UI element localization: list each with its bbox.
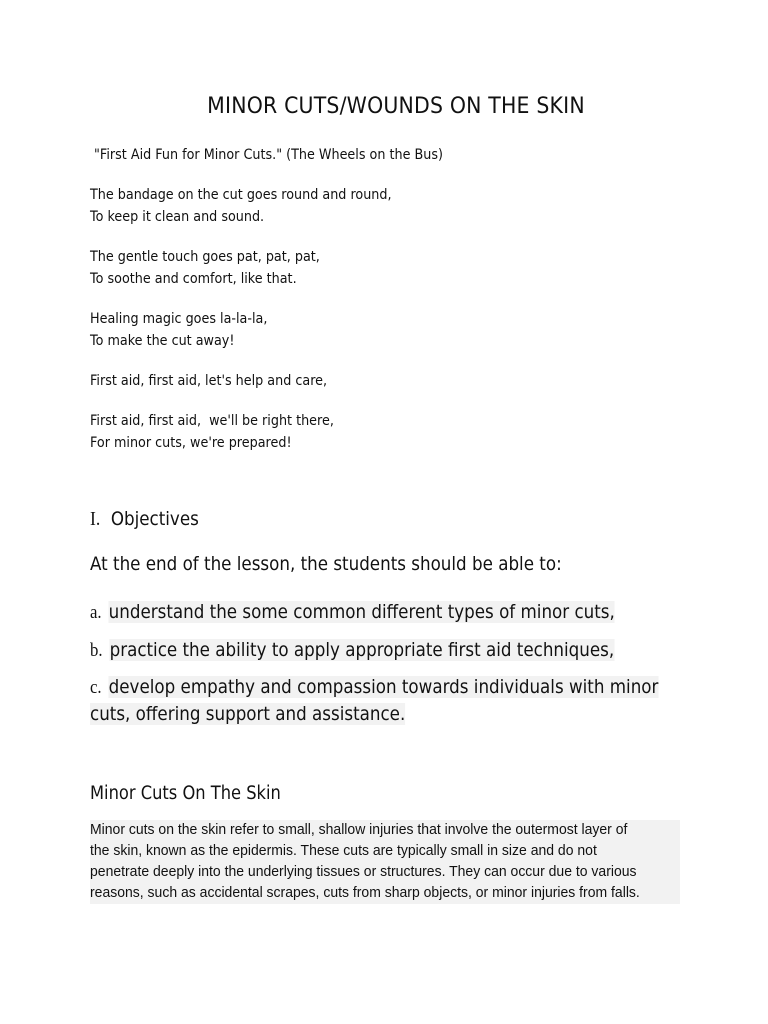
song-line: The gentle touch goes pat, pat, pat,	[90, 249, 320, 265]
song-line: Healing magic goes la-la-la,	[90, 311, 268, 327]
song-line: For minor cuts, we're prepared!	[90, 435, 292, 451]
song-stanza-5	[90, 410, 618, 454]
section-heading: Minor Cuts On The Skin	[90, 783, 281, 804]
paragraph-line: the skin, known as the epidermis. These cuts are typically small in size and do not	[90, 843, 597, 859]
objectives-heading	[90, 508, 199, 531]
objective-item-b	[90, 637, 614, 664]
objective-text-continued: cuts, offering support and assistance.	[90, 703, 406, 725]
song-stanza-1	[90, 184, 618, 228]
song-line: First aid, first aid, let's help and care,	[90, 373, 328, 389]
objective-letter: c.	[90, 677, 102, 698]
song-line: The bandage on the cut goes round and round,	[90, 187, 392, 203]
song-stanza-2	[90, 246, 618, 290]
objective-item-a	[90, 599, 615, 626]
song-stanza-3	[90, 308, 618, 352]
song-line: First aid, first aid, we'll be right there,	[90, 413, 334, 429]
objective-letter: b.	[90, 640, 103, 661]
objective-text: understand the some common different types of minor cuts,	[108, 601, 615, 623]
paragraph-line: reasons, such as accidental scrapes, cuts from sharp objects, or minor injuries from falls.	[90, 885, 640, 901]
objective-item-c	[90, 674, 658, 728]
objectives-heading-text: Objectives	[110, 508, 199, 530]
page-title: MINOR CUTS/WOUNDS ON THE SKIN	[207, 94, 585, 119]
section-paragraph	[90, 820, 680, 904]
song-intro	[90, 144, 618, 166]
objective-text: develop empathy and compassion towards individuals with minor	[108, 676, 659, 698]
paragraph-line: Minor cuts on the skin refer to small, shallow injuries that involve the outermost layer of	[90, 822, 628, 838]
objective-letter: a.	[90, 602, 102, 623]
song-line: To keep it clean and sound.	[90, 209, 265, 225]
section-numeral: I.	[90, 508, 101, 530]
objectives-intro: At the end of the lesson, the students should be able to:	[90, 553, 562, 575]
song-intro-line: "First Aid Fun for Minor Cuts." (The Wheels on the Bus)	[90, 147, 443, 163]
song-line: To soothe and comfort, like that.	[90, 271, 297, 287]
paragraph-line: penetrate deeply into the underlying tissues or structures. They can occur due to various	[90, 864, 637, 880]
song-stanza-4	[90, 370, 618, 392]
song-line: To make the cut away!	[90, 333, 235, 349]
objective-text: practice the ability to apply appropriate first aid techniques,	[109, 639, 615, 661]
